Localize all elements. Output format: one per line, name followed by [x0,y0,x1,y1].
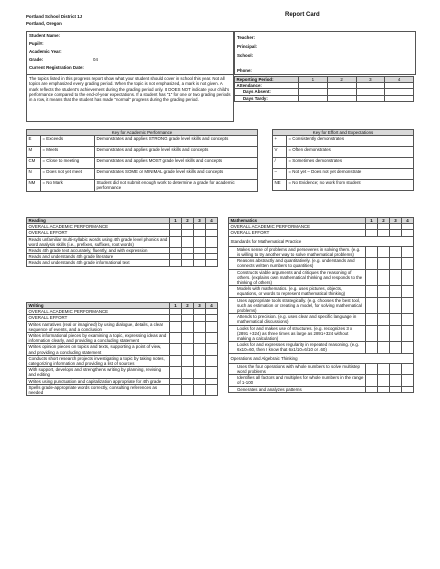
math-row: Reasons abstractly and quantitatively. (e.g. understands and connects written numbers to quantities) [229,258,366,269]
period-header: 2 [327,77,356,83]
key-label: = Meets [41,147,95,158]
period-header: 4 [402,218,414,224]
period-header: 2 [182,303,194,309]
key-code: N [27,169,41,180]
math-row: OVERALL ACADEMIC PERFORMANCE [229,224,366,230]
reporting-period-table [234,76,414,102]
reading-title: Reading [27,218,170,224]
page-title: Report Card [285,12,320,18]
registration-label: Current Registration Date: [29,65,84,70]
reading-row: OVERALL ACADEMIC PERFORMANCE [27,224,170,230]
key-desc: = Often demonstrates [287,147,414,158]
period-header: 2 [378,218,390,224]
period-header: 1 [170,303,182,309]
writing-row: Writes informational pieces by examining a topic, expressing ideas and information clearly, and providing a concluding statement [27,333,170,344]
math-row: Attends to precision. (e.g. uses clear and specific language in mathematical discussions) [229,314,366,325]
key-code: / [273,158,287,169]
key-code: NM [27,180,41,191]
period-header: 4 [206,218,218,224]
math-section-header: Operations and Algebraic Thinking [229,353,414,363]
district-name: Portland School District 1J [26,14,83,19]
key-academic-table [26,129,258,192]
student-name-label: Student Name: [29,33,60,38]
period-header: 1 [299,77,328,83]
key-effort-table [272,129,414,191]
period-header: 3 [356,77,385,83]
key-code: E [27,136,41,147]
math-row: Models with mathematics. (e.g. uses pictures, objects, equations, or words to represent mathematical thinking) [229,286,366,297]
key-desc: Demonstrates and applies STRONG grade level skills and concepts [95,136,258,147]
writing-row: Writes opinion pieces on topics and texts, supporting a point of view, and providing a concluding statement [27,344,170,355]
period-header: 1 [366,218,378,224]
key-code: – [273,169,287,180]
principal-label: Principal: [237,44,258,49]
grade-label: Grade: [29,57,44,62]
period-header: 1 [170,218,182,224]
writing-row: OVERALL ACADEMIC PERFORMANCE [27,309,170,315]
period-header: 4 [385,77,414,83]
writing-row: Writes narratives (real or imagined) by using dialogue, details, a clear sequence of events, and a conclusion [27,321,170,332]
key-desc: = Consistently demonstrates [287,136,414,147]
key-label: = Close to meeting [41,158,95,169]
attendance-label: Attendance: [235,83,299,89]
student-info-box [26,31,234,75]
grade-value: 04 [93,57,98,62]
math-row: Uses appropriate tools strategically. (e.g. chooses the best tool, such as estimation or creating a model, for solving mathematical problems) [229,297,366,314]
writing-row: With support, develops and strengthens writing by planning, revising and editing [27,367,170,378]
key-label: = No Mark [41,180,95,191]
writing-row: OVERALL EFFORT [27,315,170,321]
key-code: + [273,136,287,147]
math-row: Looks for and expresses regularity in repeated reasoning. (e.g. 6x10=60, then I know that 6x1/10=6/10 or .60) [229,342,366,353]
math-row: Makes sense of problems and perseveres in solving them. (e.g. is willing to try another way to solve mathematical problems) [229,246,366,257]
reading-row: Reads and understands 4th grade informational text [27,260,170,266]
math-table [228,217,414,393]
math-title: Mathematics [229,218,366,224]
district-city: Portland, Oregon [26,21,62,26]
reporting-period-label: Reporting Period: [235,77,299,83]
key-desc: Demonstrates SOME or MINIMAL grade level skills and concepts [95,169,258,180]
reading-row: Reads and understands 4th grade literature [27,254,170,260]
math-row: Identifies all factors and multiples for whole numbers in the range of 1-100 [229,375,366,386]
writing-row: Conducts short research projects investigating a topic by taking notes, categorizing information and providing a list of sources [27,355,170,366]
reading-table [26,217,218,267]
period-header: 4 [206,303,218,309]
pupil-label: Pupil#: [29,41,44,46]
period-header: 3 [390,218,402,224]
period-header: 3 [194,218,206,224]
reading-row: OVERALL EFFORT [27,230,170,236]
teacher-info-box [234,31,416,75]
math-row: Uses the four operations with whole numbers to solve multistep word problems [229,363,366,374]
key-desc: = No Evidence; no work from student [287,180,414,191]
academic-year-label: Academic Year: [29,49,62,54]
phone-label: Phone: [237,68,252,73]
period-header: 2 [182,218,194,224]
key-academic-title: Key for Academic Performance [27,130,258,136]
key-label: = Does not yet meet [41,169,95,180]
math-row: Generates and analyzes patterns [229,386,366,392]
math-section-header: Standards for Mathematical Practice [229,236,414,246]
key-desc: Demonstrates and applies grade level skills and concepts [95,147,258,158]
key-desc: Student did not submit enough work to determine a grade for academic performance [95,180,258,191]
days-absent-label: Days Absent: [235,89,299,95]
math-row: OVERALL EFFORT [229,230,366,236]
key-code: M [27,147,41,158]
writing-table [26,302,218,396]
intro-text: The topics listed in this progress report show what your student should cover in school this year. Not all topics are emphasized every grading period. When the topic is not emphasized, a mark is not given. A mark reflects the student's achievement during the grading period only. It DOES NOT indicate your child's performance compared to the end-of-year expectations. If a student has "1" for one or two grading periods in a row, it means that the student has made "normal" progress during the grading period. [26,74,234,122]
key-code: NE [273,180,287,191]
key-desc: = Not yet – Does not yet demonstrate [287,169,414,180]
writing-row: Spells grade-appropriate words correctly, consulting references as needed [27,384,170,395]
key-desc: Demonstrates and applies MOST grade level skills and concepts [95,158,258,169]
key-effort-title: Key for Effort and Expectations [273,130,414,136]
reading-row: Reads unfamiliar multi-syllabic words using 4th grade level phonics and word analysis skills (i.e., prefixes, suffixes, root words) [27,236,170,247]
math-row: Constructs viable arguments and critiques the reasoning of others. (explains own mathematical thinking and responds to the thinking of others) [229,269,366,286]
teacher-label: Teacher: [237,35,255,40]
period-header: 3 [194,303,206,309]
math-row: Looks for and makes use of structures. (e.g. recognizes 3 x (2891 +324) as three times as large as 2891+324 without making a calculation) [229,325,366,342]
key-desc: = Sometimes demonstrates [287,158,414,169]
writing-title: Writing [27,303,170,309]
reading-row: Reads 4th grade text accurately, fluently, and with expression [27,248,170,254]
key-label: = Exceeds [41,136,95,147]
school-label: School: [237,53,254,58]
writing-row: Writes using punctuation and capitalization appropriate for 4th grade [27,378,170,384]
key-code: V [273,147,287,158]
key-code: CM [27,158,41,169]
days-tardy-label: Days Tardy: [235,95,299,101]
